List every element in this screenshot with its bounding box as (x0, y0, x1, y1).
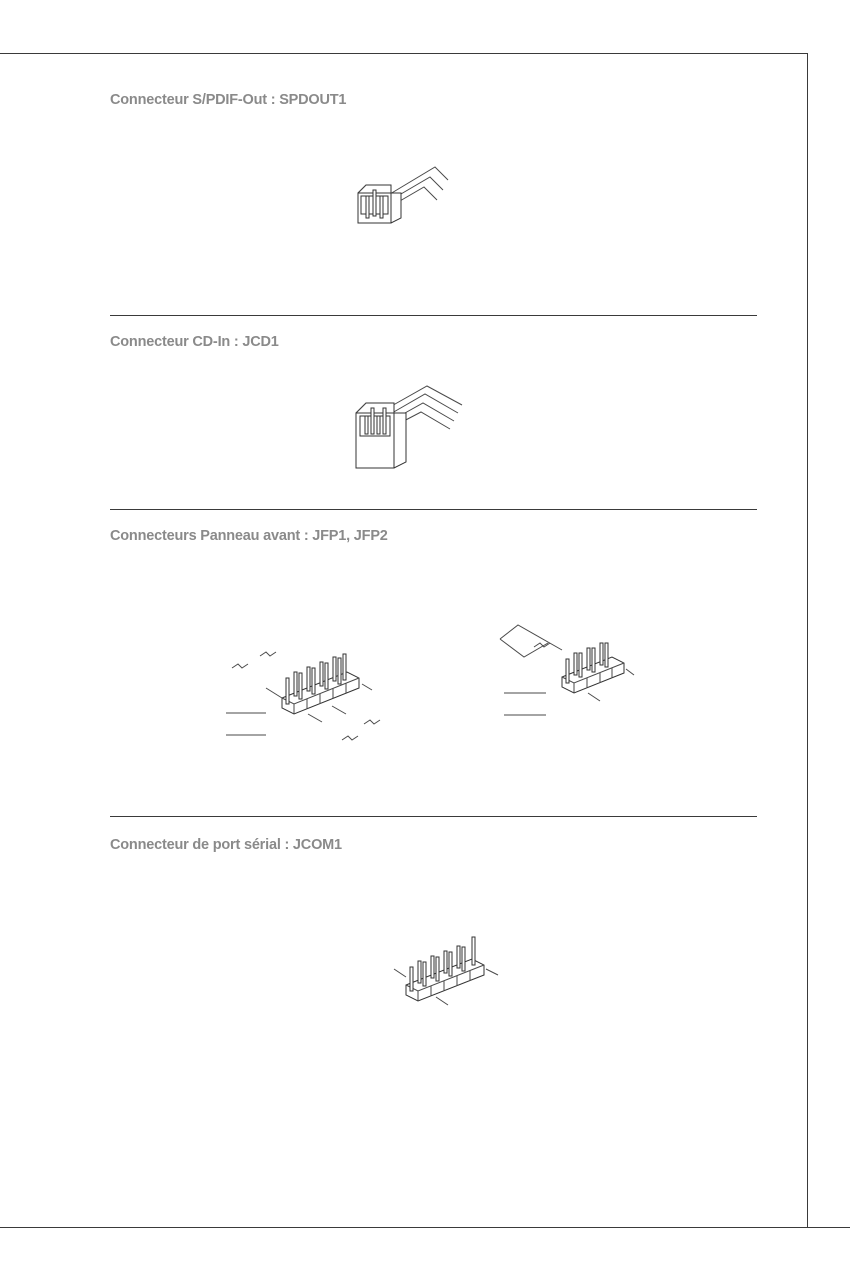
section-title-jcd1: Connecteur CD-In : JCD1 (110, 334, 279, 350)
jcd1-connector-diagram (350, 380, 465, 470)
jcom1-connector-diagram (390, 925, 510, 1015)
section-title-jcom1: Connecteur de port sérial : JCOM1 (110, 837, 342, 853)
spdout1-connector-diagram (350, 160, 460, 235)
jfp2-connector-diagram (498, 615, 648, 725)
section-divider-1 (110, 315, 757, 316)
jfp1-connector-diagram (222, 640, 402, 750)
section-divider-2 (110, 509, 757, 510)
section-title-jfp1-jfp2: Connecteurs Panneau avant : JFP1, JFP2 (110, 528, 388, 544)
section-title-spdout1: Connecteur S/PDIF-Out : SPDOUT1 (110, 92, 347, 108)
section-divider-3 (110, 816, 757, 817)
